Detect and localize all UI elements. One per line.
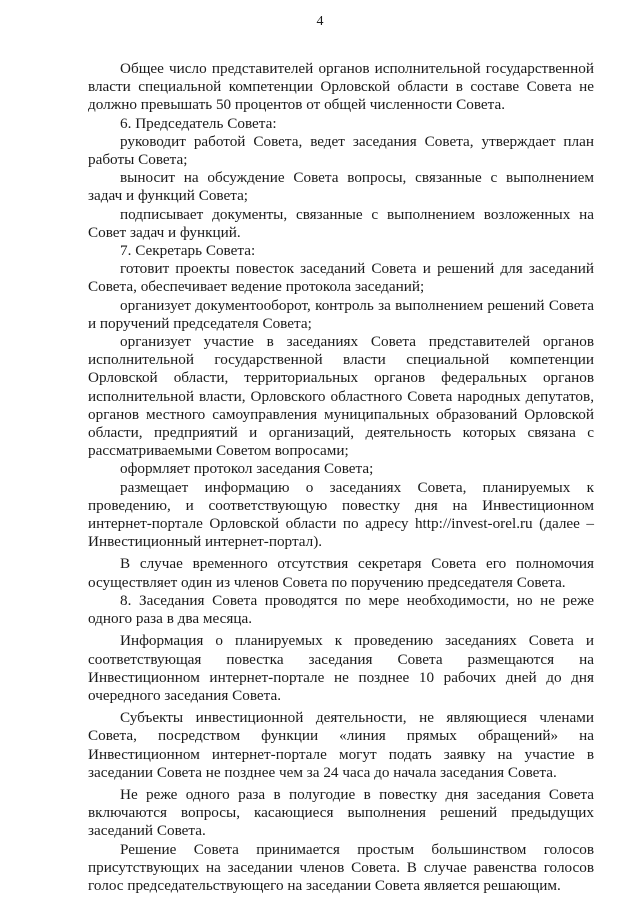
paragraph-chairman-duty-1: руководит работой Совета, ведет заседания Совета, утверждает план работы Совета; xyxy=(88,132,594,169)
paragraph-investment-subjects: Субъекты инвестиционной деятельности, не являющиеся членами Совета, посредством функции «линия прямых обращений» на Инвестиционном интернет-портале могут подать заявку на участие в заседании Совета не позднее чем за 24 часа до начала заседания Совета. xyxy=(88,709,594,781)
paragraph-meeting-information: Информация о планируемых к проведению заседаниях Совета и соответствующая повестка заседания Совета размещаются на Инвестиционном интернет-портале не позднее 10 рабочих дней до дня очередного заседания Совета. xyxy=(88,632,594,704)
paragraph-secretary-duty-5: размещает информацию о заседаниях Совета, планируемых к проведению, и соответствующую повестку дня на Инвестиционном интернет-портале Орловской области по адресу http://invest-orel.ru (далее – Инвестиционный интернет-портал). xyxy=(88,478,594,551)
paragraph-secretary-absence: В случае временного отсутствия секретаря Совета его полномочия осуществляет один из членов Совета по поручению председателя Совета. xyxy=(88,555,594,591)
paragraph-secretary-duty-1: готовит проекты повесток заседаний Совета и решений для заседаний Совета, обеспечивает ведение протокола заседаний; xyxy=(88,260,594,296)
paragraph-meetings-frequency: 8. Заседания Совета проводятся по мере необходимости, но не реже одного раза в два месяца. xyxy=(88,591,594,628)
paragraph-decision-rule: Решение Совета принимается простым большинством голосов присутствующих на заседании членов Совета. В случае равенства голосов голос председательствующего на заседании Совета является решающим. xyxy=(88,840,594,894)
paragraph-chairman-duty-3: подписывает документы, связанные с выполнением возложенных на Совет задач и функций. xyxy=(88,205,594,241)
paragraph-agenda-review: Не реже одного раза в полугодие в повестку дня заседания Совета включаются вопросы, касающиеся выполнения решений предыдущих заседаний Совета. xyxy=(88,785,594,840)
paragraph-secretary-heading: 7. Секретарь Совета: xyxy=(120,242,256,260)
paragraph-chairman-duty-2: выносит на обсуждение Совета вопросы, связанные с выполнением задач и функций Совета; xyxy=(88,169,594,205)
page-number: 4 xyxy=(316,14,324,29)
paragraph-chairman-heading: 6. Председатель Совета: xyxy=(120,114,277,132)
paragraph-council-composition: Общее число представителей органов исполнительной государственной власти специальной компетенции Орловской области в составе Совета не должно превышать 50 процентов от общей численности Совета. xyxy=(88,60,594,114)
paragraph-secretary-duty-2: организует документооборот, контроль за выполнением решений Совета и поручений председателя Совета; xyxy=(88,296,594,332)
paragraph-secretary-duty-4: оформляет протокол заседания Совета; xyxy=(120,460,374,478)
paragraph-secretary-duty-3: организует участие в заседаниях Совета представителей органов исполнительной государственной власти специальной компетенции Орловской области, территориальных органов федеральных органов исполнительной власти, Орловского областного Совета народных депутатов, органов местного самоуправления муниципальных образований Орловской области, предприятий и организаций, деятельность которых связана с рассматриваемыми Советом вопросами; xyxy=(88,333,594,460)
document-body xyxy=(88,60,594,895)
